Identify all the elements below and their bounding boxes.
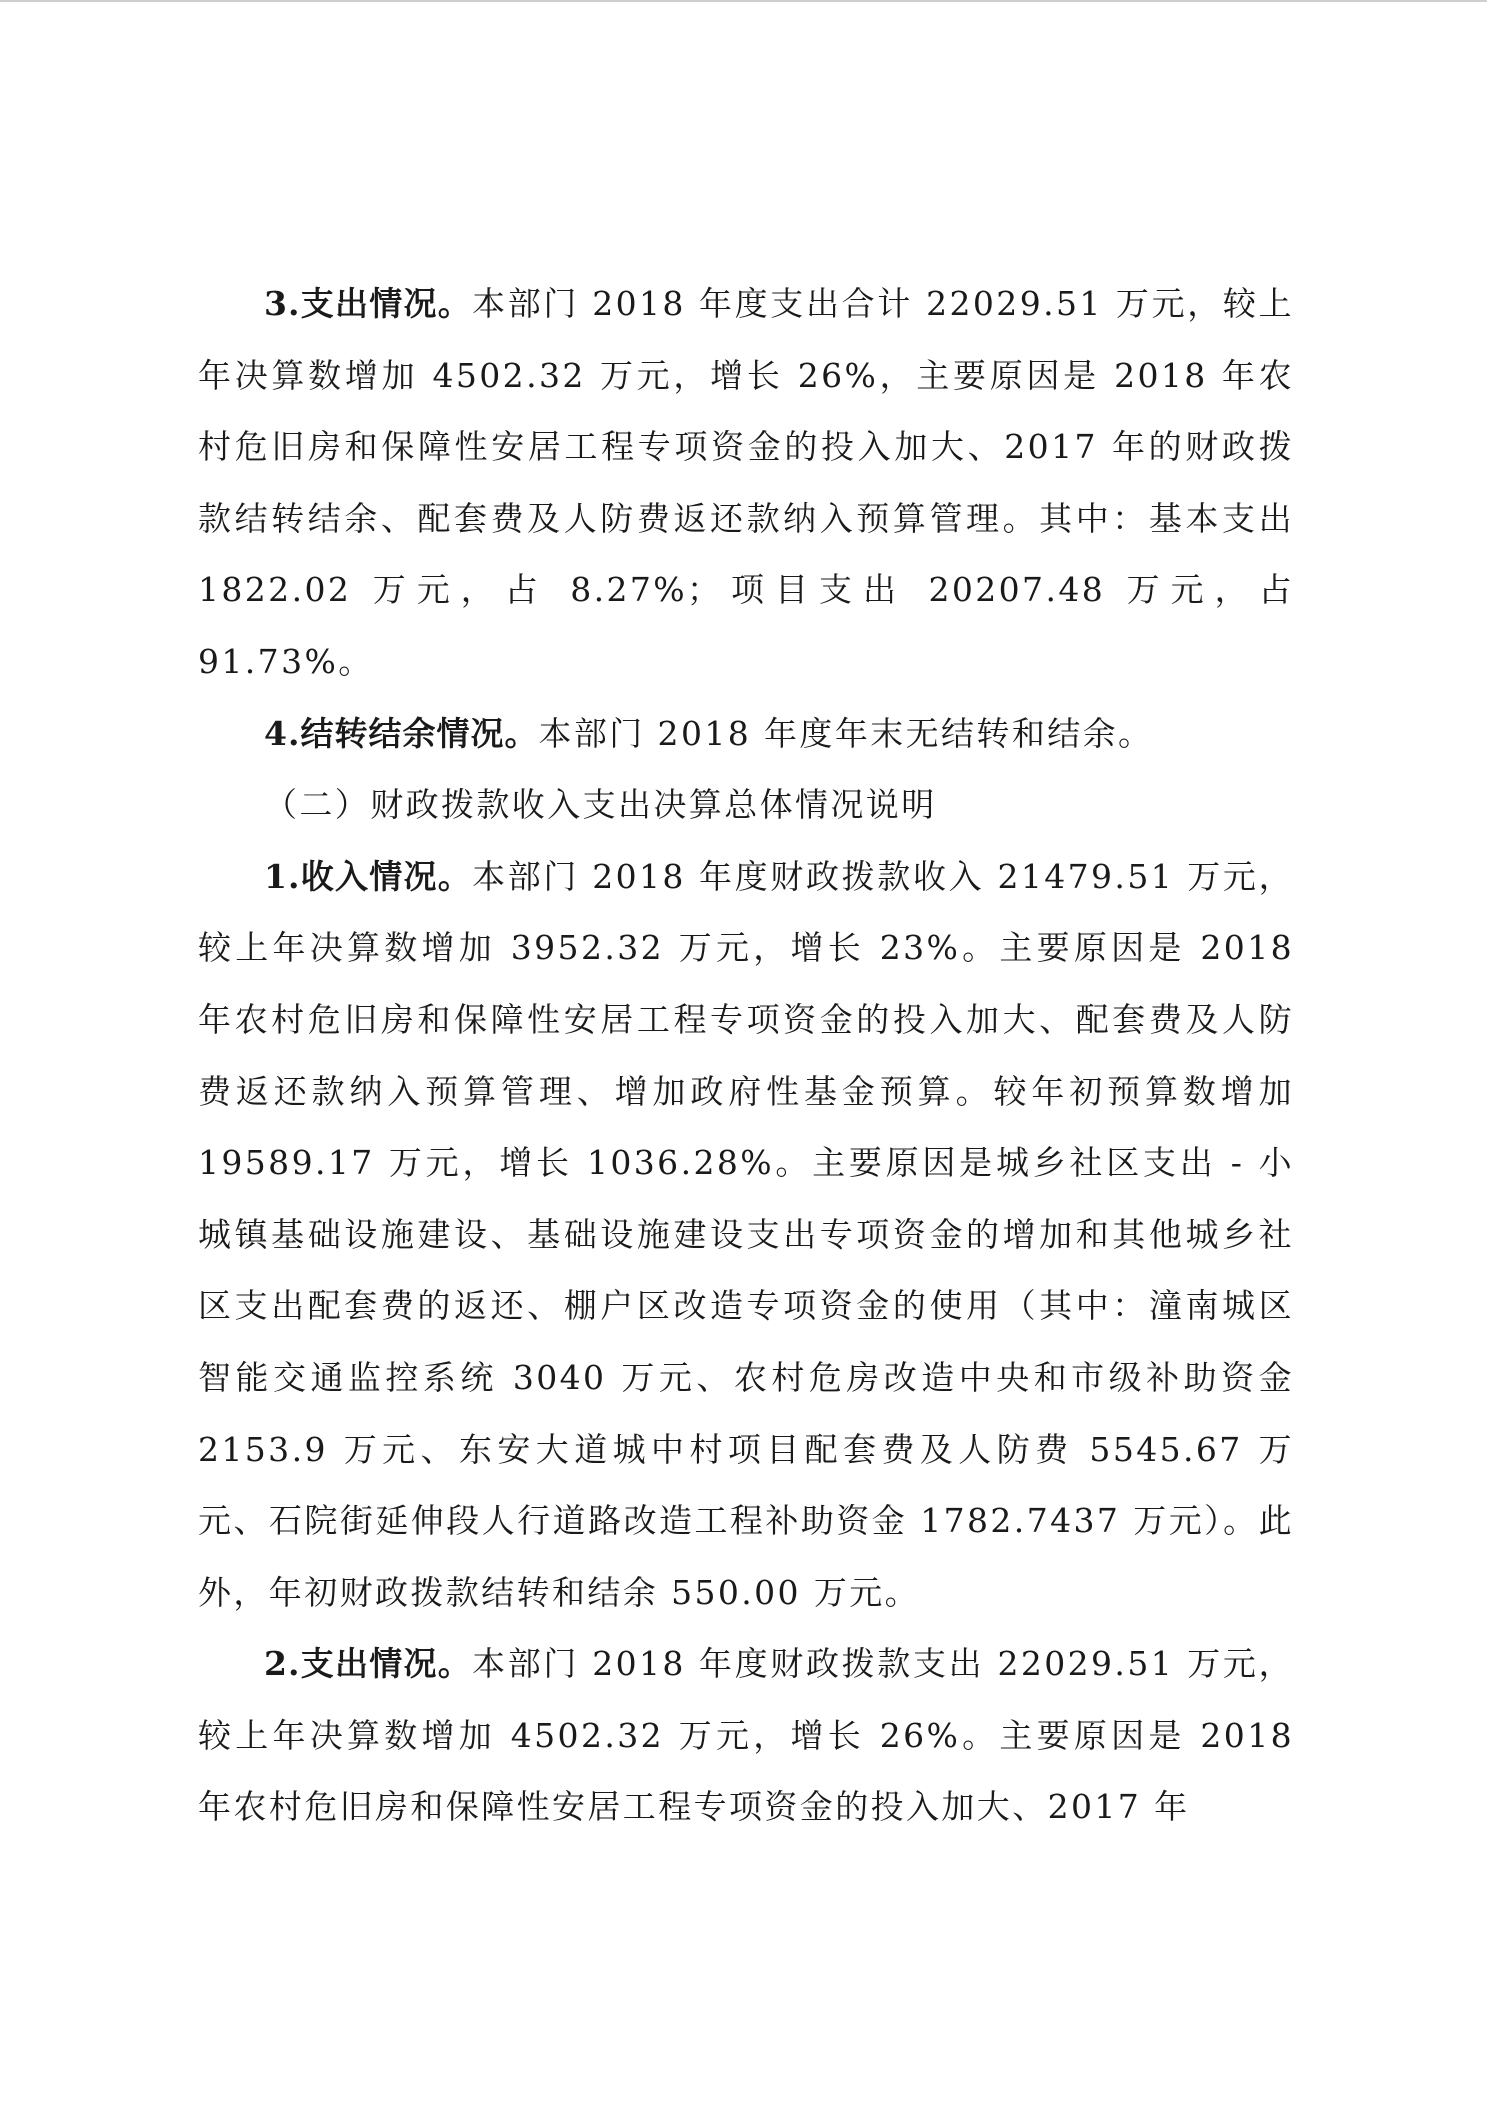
- section-heading-text: （二）财政拨款收入支出决算总体情况说明: [264, 785, 937, 825]
- page-top-border: [0, 0, 1487, 2]
- paragraph-text: 本部门 2018 年度财政拨款支出 22029.51 万元，较上年决算数增加 4502.32 万元，增长 26%。主要原因是 2018 年农村危旧房和保障性安居工程专项资金的投入加大、2017 年: [198, 1644, 1295, 1827]
- paragraph-text: 本部门 2018 年度财政拨款收入 21479.51 万元，较上年决算数增加 3952.32 万元，增长 23%。主要原因是 2018 年农村危旧房和保障性安居工程专项资金的投入加大、配套费及人防费返还款纳入预算管理、增加政府性基金预算。较年初预算数增加 19589.17 万元，增长 1036.28%。主要原因是城乡社区支出 - 小城镇基础设施建设、基础设施建设支出专项资金的增加和其他城乡社区支出配套费的返还、棚户区改造专项资金的使用（其中：潼南城区智能交通监控系统 3040 万元、农村危房改造中央和市级补助资金 2153.9 万元、东安大道城中村项目配套费及人防费 5545.67 万元、石院街延伸段人行道路改造工程补助资金 1782.7437 万元）。此外，年初财政拨款结转和结余 550.00 万元。: [198, 856, 1295, 1612]
- section-heading: [198, 769, 1294, 841]
- paragraph-fiscal-income: [198, 841, 1294, 1629]
- paragraph-lead: 1.收入情况。: [264, 856, 473, 896]
- document-body: [198, 268, 1294, 1843]
- paragraph-lead: 3.支出情况。: [264, 284, 473, 323]
- paragraph-lead: 2.支出情况。: [264, 1644, 473, 1684]
- paragraph-lead: 4.结转结余情况。: [264, 713, 539, 753]
- paragraph-text: 本部门 2018 年度支出合计 22029.51 万元，较上年决算数增加 4502.32 万元，增长 26%，主要原因是 2018 年农村危旧房和保障性安居工程专项资金的投入加大、2017 年的财政拨款结转结余、配套费及人防费返还款纳入预算管理。其中：基本支出 1822.02 万元，占 8.27%；项目支出 20207.48 万元，占 91.73%。: [198, 284, 1295, 681]
- paragraph-expenditure: [198, 268, 1294, 698]
- paragraph-text: 本部门 2018 年度年末无结转和结余。: [538, 713, 1154, 753]
- paragraph-carryover: [198, 698, 1294, 770]
- paragraph-fiscal-expenditure: [198, 1628, 1294, 1843]
